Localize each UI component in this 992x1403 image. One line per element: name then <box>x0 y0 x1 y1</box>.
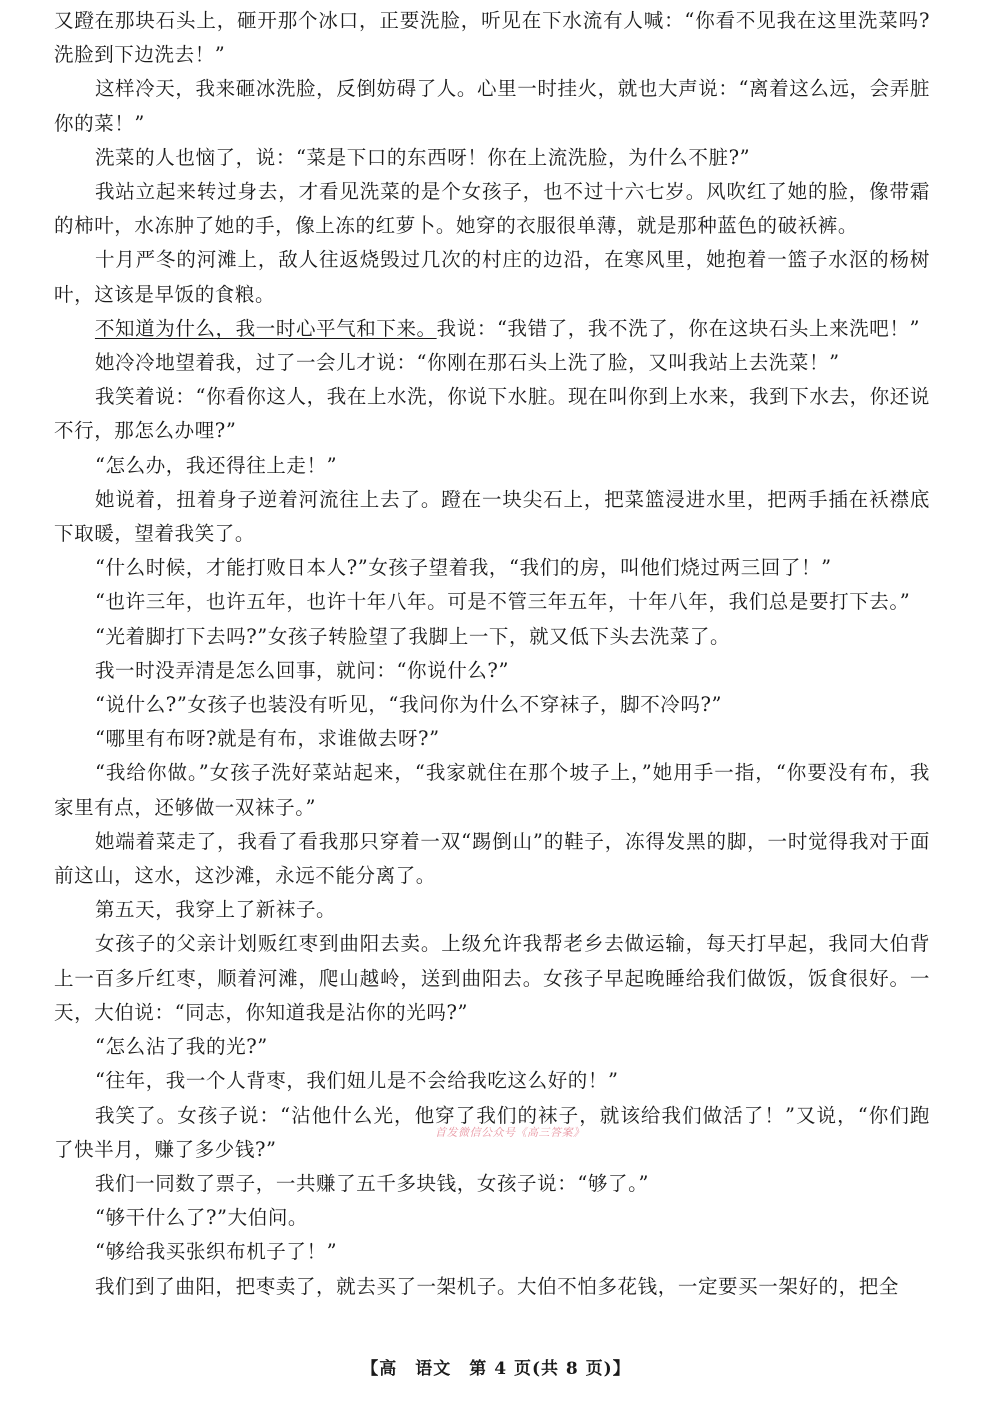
paragraph-6-rest: 我说：“我错了，我不洗了，你在这块石头上来洗吧！” <box>436 316 921 340</box>
paragraph-10: 她说着，扭着身子逆着河流往上去了。蹬在一块尖石上，把菜篮浸进水里，把两手插在袄襟底下取暖，望着我笑了。 <box>54 487 930 546</box>
paragraph-15: “说什么?”女孩子也装没有听见，“我问你为什么不穿袜子，脚不冷吗?” <box>94 693 723 717</box>
paragraph-21: “怎么沾了我的光?” <box>94 1035 268 1059</box>
paragraph-22: “往年，我一个人背枣，我们妞儿是不会给我吃这么好的！” <box>94 1069 619 1093</box>
paragraph-26: “够给我买张织布机子了！” <box>94 1240 338 1264</box>
paragraph-16: “哪里有布呀?就是有布，求谁做去呀?” <box>94 727 440 751</box>
paragraph-24: 我们一同数了票子，一共赚了五千多块钱，女孩子说：“够了。” <box>94 1171 650 1195</box>
paragraph-3: 洗菜的人也恼了，说：“菜是下口的东西呀！你在上流洗脸，为什么不脏?” <box>94 145 751 169</box>
paragraph-23: 我笑了。女孩子说：“沾他什么光，他穿了我们的袜子，就该给我们做活了！”又说，“你们跑了快半月，赚了多少钱?” <box>54 1103 930 1161</box>
paragraph-9: “怎么办，我还得往上走！” <box>94 453 338 477</box>
paragraph-4: 我站立起来转过身去，才看见洗菜的是个女孩子，也不过十六七岁。风吹红了她的脸，像带霜的柿叶，水冻肿了她的手，像上冻的红萝卜。她穿的衣服很单薄，就是那种蓝色的破袄裤。 <box>54 180 930 238</box>
watermark-text: 首发微信公众号《高三答案》 <box>435 1126 585 1139</box>
paragraph-17: “我给你做。”女孩子洗好菜站起来，“我家就住在那个坡子上，”她用手一指，“你要没有布，我家里有点，还够做一双袜子。” <box>54 761 930 819</box>
paragraph-2: 这样冷天，我来砸冰洗脸，反倒妨碍了人。心里一时挂火，就也大声说：“离着这么远，会弄脏你的菜！” <box>54 77 930 135</box>
paragraph-18: 她端着菜走了，我看了看我那只穿着一双“踢倒山”的鞋子，冻得发黑的脚，一时觉得我对于面前这山，这水，这沙滩，永远不能分离了。 <box>54 829 930 888</box>
paragraph-25: “够干什么了?”大伯问。 <box>94 1206 309 1230</box>
paragraph-20: 女孩子的父亲计划贩红枣到曲阳去卖。上级允许我帮老乡去做运输，每天打早起，我同大伯背上一百多斤红枣，顺着河滩，爬山越岭，送到曲阳去。女孩子早起晚睡给我们做饭，饭食很好。一天，大伯说：“同志，你知道我是沾你的光吗?” <box>54 932 930 1024</box>
paragraph-7: 她冷冷地望着我，过了一会儿才说：“你刚在那石头上洗了脸，又叫我站上去洗菜！” <box>94 351 840 375</box>
paragraph-13: “光着脚打下去吗?”女孩子转脸望了我脚上一下，就又低下头去洗菜了。 <box>94 624 731 648</box>
paragraph-6 <box>54 312 930 346</box>
underlined-sentence: 不知道为什么，我一时心平气和下来。 <box>94 316 437 340</box>
paragraph-11: “什么时候，才能打败日本人?”女孩子望着我，“我们的房，叫他们烧过两三回了！” <box>94 556 832 580</box>
paragraph-14: 我一时没弄清是怎么回事，就问：“你说什么?” <box>94 658 510 682</box>
paragraph-8: 我笑着说：“你看你这人，我在上水洗，你说下水脏。现在叫你到上水来，我到下水去，你还说不行，那怎么办哩?” <box>54 385 930 443</box>
paragraph-5: 十月严冬的河滩上，敌人往返烧毁过几次的村庄的边沿，在寒风里，她抱着一篮子水沤的杨树叶，这该是早饭的食粮。 <box>54 248 930 306</box>
paragraph-12: “也许三年，也许五年，也许十年八年。可是不管三年五年，十年八年，我们总是要打下去。” <box>94 590 911 614</box>
page-footer: 【高 语文 第 4 页(共 8 页)】 <box>361 1359 631 1379</box>
paragraph-19: 第五天，我穿上了新袜子。 <box>94 898 337 922</box>
paragraph-1: 又蹬在那块石头上，砸开那个冰口，正要洗脸，听见在下水流有人喊：“你看不见我在这里洗菜吗?洗脸到下边洗去！” <box>54 9 930 67</box>
paragraph-27: 我们到了曲阳，把枣卖了，就去买了一架机子。大伯不怕多花钱，一定要买一架好的，把全 <box>94 1274 899 1298</box>
article-body <box>54 4 930 1304</box>
